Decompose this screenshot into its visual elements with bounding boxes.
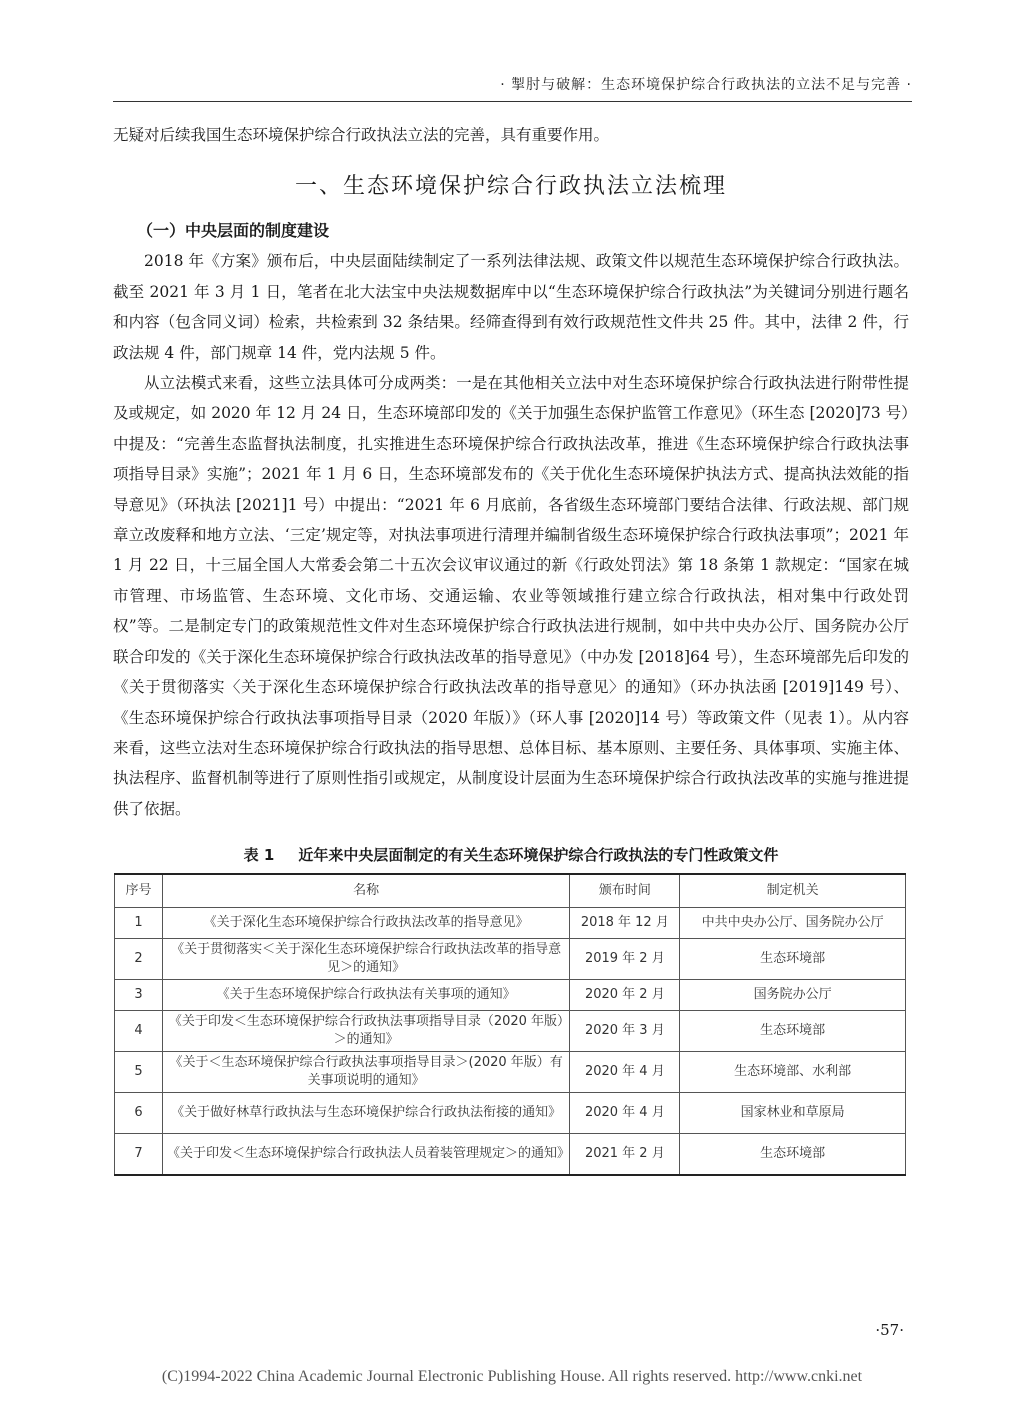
header-name: 名称 [162,874,569,908]
cell-date: 2018 年 12 月 [570,908,680,939]
cell-date: 2020 年 4 月 [570,1052,680,1093]
table-caption-text: 近年来中央层面制定的有关生态环境保护综合行政执法的专门性政策文件 [298,846,779,865]
table-row [115,1052,906,1093]
table-caption [113,844,909,865]
cell-no: 2 [115,939,163,980]
cell-name: 《关于印发＜生态环境保护综合行政执法事项指导目录（2020 年版）＞的通知》 [162,1011,569,1052]
cell-no: 6 [115,1093,163,1134]
header-rule [113,101,912,102]
cell-no: 7 [115,1134,163,1176]
cell-date: 2020 年 2 月 [570,980,680,1011]
header-no: 序号 [115,874,163,908]
paragraph-1: 2018 年《方案》颁布后，中央层面陆续制定了一系列法律法规、政策文件以规范生态环境保护综合行政执法。截至 2021 年 3 月 1 日，笔者在北大法宝中央法规数据库中以“生态环境保护综合行政执法”为关键词分别进行题名和内容（包含同义词）检索，共检索到 32 条结果。经筛查得到有效行政规范性文件共 25 件。其中，法律 2 件，行政法规 4 件，部门规章 14 件，党内法规 5 件。 [113,252,909,362]
table-row [115,939,906,980]
cell-name: 《关于贯彻落实＜关于深化生态环境保护综合行政执法改革的指导意见＞的通知》 [162,939,569,980]
copyright-line: (C)1994-2022 China Academic Journal Electronic Publishing House. All rights reserved. http://www.cnki.net [161,1368,863,1385]
header-agency: 制定机关 [680,874,906,908]
cell-no: 4 [115,1011,163,1052]
table-header-row [115,874,906,908]
cell-name: 《关于印发＜生态环境保护综合行政执法人员着装管理规定＞的通知》 [162,1134,569,1176]
header-date: 颁布时间 [570,874,680,908]
cell-agency: 生态环境部 [680,939,906,980]
table-row [115,980,906,1011]
article-body [113,112,909,1176]
cell-name: 《关于生态环境保护综合行政执法有关事项的通知》 [162,980,569,1011]
table-row [115,1093,906,1134]
cell-agency: 生态环境部 [680,1011,906,1052]
running-header: · 掣肘与破解：生态环境保护综合行政执法的立法不足与完善 · [500,77,912,93]
section-title: 一、生态环境保护综合行政执法立法梳理 [294,174,727,200]
cell-name: 《关于深化生态环境保护综合行政执法改革的指导意见》 [162,908,569,939]
cell-agency: 生态环境部、水利部 [680,1052,906,1093]
policy-table [114,873,906,1176]
table-row [115,1134,906,1176]
cell-name: 《关于＜生态环境保护综合行政执法事项指导目录＞(2020 年版）有关事项说明的通知》 [162,1052,569,1093]
cell-no: 1 [115,908,163,939]
subsection-title: （一）中央层面的制度建设 [137,221,330,241]
table-row [115,908,906,939]
cell-agency: 国家林业和草原局 [680,1093,906,1134]
table-caption-number: 表 1 [243,846,275,865]
cell-date: 2020 年 3 月 [570,1011,680,1052]
cell-date: 2021 年 2 月 [570,1134,680,1176]
cell-name: 《关于做好林草行政执法与生态环境保护综合行政执法衔接的通知》 [162,1093,569,1134]
intro-paragraph: 无疑对后续我国生态环境保护综合行政执法立法的完善，具有重要作用。 [113,126,610,144]
cell-no: 3 [115,980,163,1011]
cell-agency: 生态环境部 [680,1134,906,1176]
cell-date: 2019 年 2 月 [570,939,680,980]
cell-agency: 中共中央办公厅、国务院办公厅 [680,908,906,939]
cell-date: 2020 年 4 月 [570,1093,680,1134]
paragraph-2: 从立法模式来看，这些立法具体可分成两类：一是在其他相关立法中对生态环境保护综合行政执法进行附带性提及或规定，如 2020 年 12 月 24 日，生态环境部印发的《关于加强生态保护监管工作意见》（环生态 [2020]73 号）中提及：“完善生态监督执法制度，扎实推进生态环境保护综合行政执法改革，推进《生态环境保护综合行政执法事项指导目录》实施”；2021 年 1 月 6 日，生态环境部发布的《关于优化生态环境保护执法方式、提高执法效能的指导意见》（环执法 [2021]1 号）中提出：“2021 年 6 月底前，各省级生态环境部门要结合法律、行政法规、部门规章立改废释和地方立法、‘三定’规定等，对执法事项进行清理并编制省级生态环境保护综合行政执法事项”；2021 年 1 月 22 日，十三届全国人大常委会第二十五次会议审议通过的新《行政处罚法》第 18 条第 1 款规定：“国家在城市管理、市场监管、生态环境、文化市场、交通运输、农业等领域推行建立综合行政执法，相对集中行政处罚权”等。二是制定专门的政策规范性文件对生态环境保护综合行政执法进行规制，如中共中央办公厅、国务院办公厅联合印发的《关于深化生态环境保护综合行政执法改革的指导意见》（中办发 [2018]64 号），生态环境部先后印发的《关于贯彻落实〈关于深化生态环境保护综合行政执法改革的指导意见〉的通知》（环办执法函 [2019]149 号）、《生态环境保护综合行政执法事项指导目录（2020 年版）》（环人事 [2020]14 号）等政策文件（见表 1）。从内容来看，这些立法对生态环境保护综合行政执法的指导思想、总体目标、基本原则、主要任务、具体事项、实施主体、执法程序、监督机制等进行了原则性指引或规定，从制度设计层面为生态环境保护综合行政执法改革的实施与推进提供了依据。 [113,374,909,818]
cell-agency: 国务院办公厅 [680,980,906,1011]
table-row [115,1011,906,1052]
cell-no: 5 [115,1052,163,1093]
page-number: ·57· [875,1321,904,1339]
